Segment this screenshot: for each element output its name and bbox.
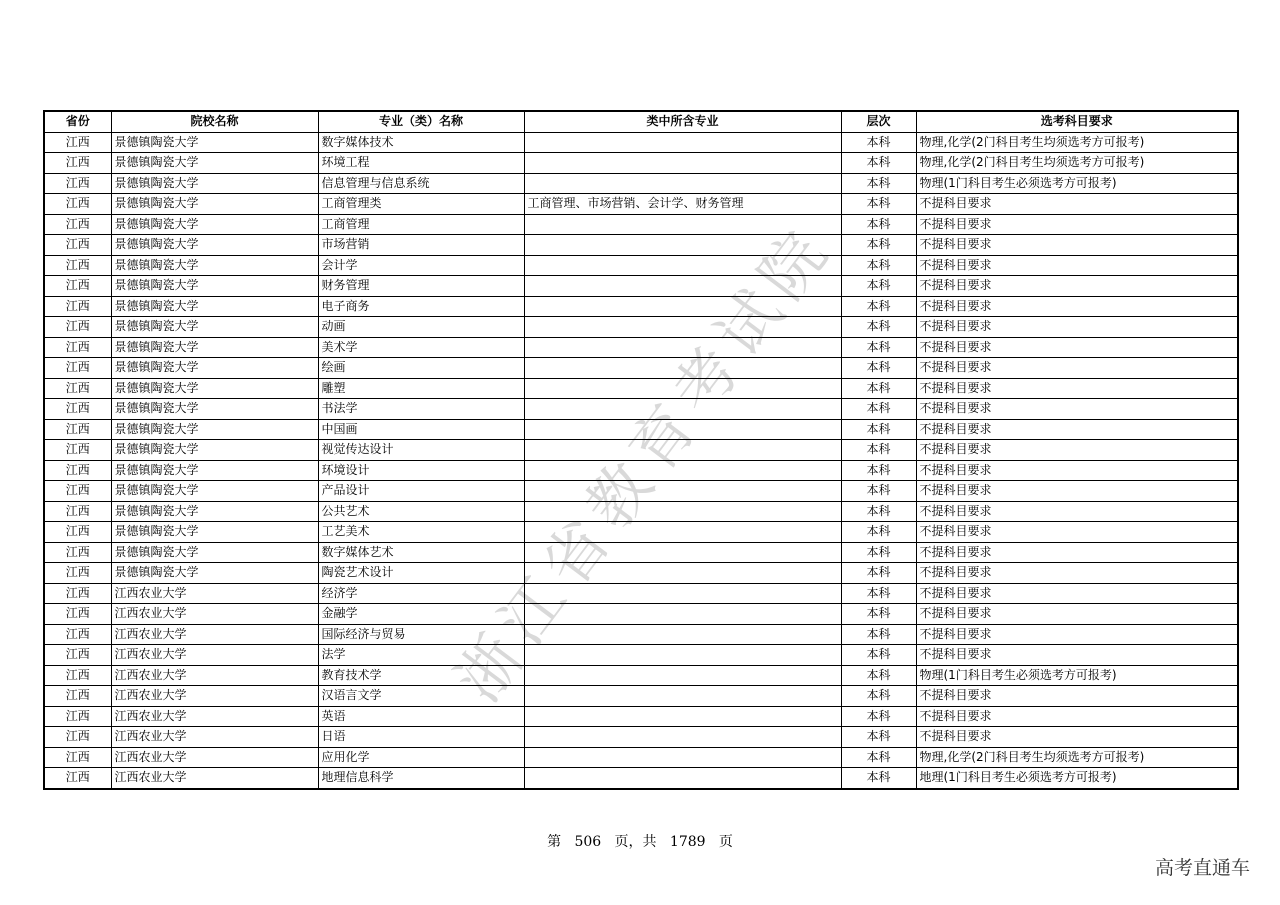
cell-subject-requirement: 不提科目要求	[916, 337, 1238, 358]
footer-middle: 页，共	[614, 834, 657, 850]
table-row	[44, 317, 1238, 338]
cell-subject-requirement: 不提科目要求	[916, 686, 1238, 707]
cell-level: 本科	[841, 276, 916, 297]
cell-province: 江西	[44, 255, 111, 276]
cell-school-name: 景德镇陶瓷大学	[111, 132, 318, 153]
cell-school-name: 景德镇陶瓷大学	[111, 563, 318, 584]
cell-level: 本科	[841, 358, 916, 379]
cell-province: 江西	[44, 132, 111, 153]
cell-province: 江西	[44, 727, 111, 748]
page-footer	[0, 831, 1280, 851]
table-row	[44, 604, 1238, 625]
table-row	[44, 460, 1238, 481]
cell-included-majors	[524, 727, 841, 748]
cell-included-majors	[524, 153, 841, 174]
cell-level: 本科	[841, 768, 916, 789]
cell-included-majors	[524, 604, 841, 625]
cell-province: 江西	[44, 583, 111, 604]
table-row	[44, 194, 1238, 215]
cell-province: 江西	[44, 378, 111, 399]
cell-major-name: 工商管理	[318, 214, 524, 235]
cell-included-majors	[524, 768, 841, 789]
table-row	[44, 235, 1238, 256]
cell-major-name: 会计学	[318, 255, 524, 276]
table-row	[44, 296, 1238, 317]
cell-subject-requirement: 不提科目要求	[916, 563, 1238, 584]
cell-school-name: 江西农业大学	[111, 727, 318, 748]
cell-province: 江西	[44, 747, 111, 768]
cell-subject-requirement: 不提科目要求	[916, 358, 1238, 379]
cell-province: 江西	[44, 153, 111, 174]
cell-subject-requirement: 不提科目要求	[916, 378, 1238, 399]
cell-province: 江西	[44, 686, 111, 707]
cell-major-name: 信息管理与信息系统	[318, 173, 524, 194]
cell-major-name: 中国画	[318, 419, 524, 440]
cell-level: 本科	[841, 153, 916, 174]
table-row	[44, 686, 1238, 707]
cell-level: 本科	[841, 522, 916, 543]
cell-major-name: 财务管理	[318, 276, 524, 297]
cell-included-majors	[524, 522, 841, 543]
brand-logo-text: 高考直通车	[1154, 857, 1250, 879]
cell-level: 本科	[841, 173, 916, 194]
cell-level: 本科	[841, 686, 916, 707]
table-row	[44, 501, 1238, 522]
table-row	[44, 542, 1238, 563]
document-sheet	[43, 110, 1237, 790]
column-header-major-name: 专业（类）名称	[318, 111, 524, 132]
cell-school-name: 景德镇陶瓷大学	[111, 194, 318, 215]
table-row	[44, 173, 1238, 194]
current-page-number: 506	[574, 834, 602, 850]
cell-included-majors	[524, 276, 841, 297]
cell-major-name: 公共艺术	[318, 501, 524, 522]
footer-suffix: 页	[718, 834, 733, 850]
cell-level: 本科	[841, 604, 916, 625]
cell-major-name: 工艺美术	[318, 522, 524, 543]
column-header-school-name: 院校名称	[111, 111, 318, 132]
cell-level: 本科	[841, 563, 916, 584]
cell-level: 本科	[841, 645, 916, 666]
cell-included-majors	[524, 460, 841, 481]
cell-subject-requirement: 地理(1门科目考生必须选考方可报考)	[916, 768, 1238, 789]
cell-included-majors	[524, 440, 841, 461]
cell-included-majors	[524, 419, 841, 440]
table-row	[44, 727, 1238, 748]
cell-major-name: 教育技术学	[318, 665, 524, 686]
cell-school-name: 江西农业大学	[111, 645, 318, 666]
cell-level: 本科	[841, 194, 916, 215]
cell-subject-requirement: 不提科目要求	[916, 706, 1238, 727]
cell-school-name: 景德镇陶瓷大学	[111, 399, 318, 420]
cell-school-name: 景德镇陶瓷大学	[111, 419, 318, 440]
table-row	[44, 276, 1238, 297]
cell-school-name: 景德镇陶瓷大学	[111, 255, 318, 276]
cell-major-name: 国际经济与贸易	[318, 624, 524, 645]
cell-school-name: 江西农业大学	[111, 747, 318, 768]
cell-included-majors	[524, 665, 841, 686]
cell-school-name: 景德镇陶瓷大学	[111, 317, 318, 338]
cell-major-name: 动画	[318, 317, 524, 338]
cell-major-name: 日语	[318, 727, 524, 748]
table-row	[44, 768, 1238, 789]
cell-subject-requirement: 不提科目要求	[916, 235, 1238, 256]
cell-included-majors	[524, 624, 841, 645]
cell-province: 江西	[44, 706, 111, 727]
cell-province: 江西	[44, 276, 111, 297]
cell-major-name: 产品设计	[318, 481, 524, 502]
cell-province: 江西	[44, 604, 111, 625]
cell-level: 本科	[841, 481, 916, 502]
cell-included-majors	[524, 296, 841, 317]
table-row	[44, 358, 1238, 379]
cell-school-name: 江西农业大学	[111, 686, 318, 707]
table-row	[44, 665, 1238, 686]
cell-subject-requirement: 不提科目要求	[916, 604, 1238, 625]
cell-level: 本科	[841, 296, 916, 317]
cell-major-name: 美术学	[318, 337, 524, 358]
cell-province: 江西	[44, 522, 111, 543]
cell-subject-requirement: 不提科目要求	[916, 583, 1238, 604]
cell-school-name: 景德镇陶瓷大学	[111, 296, 318, 317]
cell-school-name: 景德镇陶瓷大学	[111, 358, 318, 379]
cell-included-majors	[524, 542, 841, 563]
cell-included-majors	[524, 706, 841, 727]
cell-included-majors	[524, 235, 841, 256]
cell-included-majors	[524, 132, 841, 153]
cell-level: 本科	[841, 214, 916, 235]
cell-included-majors: 工商管理、市场营销、会计学、财务管理	[524, 194, 841, 215]
cell-level: 本科	[841, 583, 916, 604]
cell-school-name: 江西农业大学	[111, 706, 318, 727]
table-header	[44, 111, 1238, 132]
cell-included-majors	[524, 583, 841, 604]
cell-level: 本科	[841, 419, 916, 440]
cell-included-majors	[524, 747, 841, 768]
table-row	[44, 399, 1238, 420]
cell-school-name: 景德镇陶瓷大学	[111, 501, 318, 522]
cell-level: 本科	[841, 255, 916, 276]
cell-subject-requirement: 物理,化学(2门科目考生均须选考方可报考)	[916, 132, 1238, 153]
cell-level: 本科	[841, 235, 916, 256]
cell-province: 江西	[44, 501, 111, 522]
cell-province: 江西	[44, 665, 111, 686]
majors-table	[43, 110, 1239, 790]
table-row	[44, 255, 1238, 276]
cell-included-majors	[524, 358, 841, 379]
cell-school-name: 景德镇陶瓷大学	[111, 276, 318, 297]
cell-province: 江西	[44, 194, 111, 215]
cell-major-name: 书法学	[318, 399, 524, 420]
cell-level: 本科	[841, 727, 916, 748]
cell-subject-requirement: 不提科目要求	[916, 399, 1238, 420]
cell-included-majors	[524, 399, 841, 420]
cell-province: 江西	[44, 460, 111, 481]
cell-province: 江西	[44, 337, 111, 358]
cell-level: 本科	[841, 378, 916, 399]
cell-major-name: 经济学	[318, 583, 524, 604]
table-body	[44, 132, 1238, 789]
cell-subject-requirement: 物理(1门科目考生必须选考方可报考)	[916, 665, 1238, 686]
cell-subject-requirement: 不提科目要求	[916, 194, 1238, 215]
cell-school-name: 景德镇陶瓷大学	[111, 460, 318, 481]
table-row	[44, 214, 1238, 235]
cell-level: 本科	[841, 542, 916, 563]
cell-level: 本科	[841, 399, 916, 420]
cell-school-name: 景德镇陶瓷大学	[111, 542, 318, 563]
cell-major-name: 法学	[318, 645, 524, 666]
table-row	[44, 337, 1238, 358]
cell-school-name: 景德镇陶瓷大学	[111, 235, 318, 256]
cell-province: 江西	[44, 399, 111, 420]
cell-school-name: 江西农业大学	[111, 604, 318, 625]
table-row	[44, 419, 1238, 440]
cell-subject-requirement: 物理,化学(2门科目考生均须选考方可报考)	[916, 153, 1238, 174]
table-row	[44, 153, 1238, 174]
header-row	[44, 111, 1238, 132]
cell-level: 本科	[841, 706, 916, 727]
cell-included-majors	[524, 173, 841, 194]
column-header-included-majors: 类中所含专业	[524, 111, 841, 132]
table-row	[44, 624, 1238, 645]
cell-province: 江西	[44, 768, 111, 789]
cell-subject-requirement: 不提科目要求	[916, 317, 1238, 338]
cell-school-name: 景德镇陶瓷大学	[111, 378, 318, 399]
cell-included-majors	[524, 481, 841, 502]
cell-level: 本科	[841, 440, 916, 461]
cell-province: 江西	[44, 542, 111, 563]
cell-included-majors	[524, 501, 841, 522]
cell-school-name: 景德镇陶瓷大学	[111, 214, 318, 235]
cell-province: 江西	[44, 440, 111, 461]
table-row	[44, 132, 1238, 153]
cell-major-name: 数字媒体技术	[318, 132, 524, 153]
cell-province: 江西	[44, 645, 111, 666]
cell-major-name: 英语	[318, 706, 524, 727]
cell-level: 本科	[841, 460, 916, 481]
cell-subject-requirement: 不提科目要求	[916, 645, 1238, 666]
cell-level: 本科	[841, 132, 916, 153]
column-header-level: 层次	[841, 111, 916, 132]
cell-major-name: 视觉传达设计	[318, 440, 524, 461]
cell-province: 江西	[44, 173, 111, 194]
table-row	[44, 706, 1238, 727]
cell-included-majors	[524, 255, 841, 276]
cell-school-name: 景德镇陶瓷大学	[111, 481, 318, 502]
cell-major-name: 雕塑	[318, 378, 524, 399]
cell-level: 本科	[841, 501, 916, 522]
watermark-text: 浙江省教育考试院	[441, 211, 847, 715]
cell-province: 江西	[44, 235, 111, 256]
cell-major-name: 电子商务	[318, 296, 524, 317]
cell-province: 江西	[44, 296, 111, 317]
cell-school-name: 江西农业大学	[111, 583, 318, 604]
table-row	[44, 440, 1238, 461]
cell-major-name: 金融学	[318, 604, 524, 625]
cell-major-name: 环境设计	[318, 460, 524, 481]
table-row	[44, 481, 1238, 502]
cell-province: 江西	[44, 358, 111, 379]
cell-subject-requirement: 物理(1门科目考生必须选考方可报考)	[916, 173, 1238, 194]
table-row	[44, 645, 1238, 666]
cell-school-name: 景德镇陶瓷大学	[111, 522, 318, 543]
cell-major-name: 工商管理类	[318, 194, 524, 215]
cell-level: 本科	[841, 317, 916, 338]
cell-included-majors	[524, 378, 841, 399]
cell-major-name: 市场营销	[318, 235, 524, 256]
cell-school-name: 景德镇陶瓷大学	[111, 173, 318, 194]
cell-subject-requirement: 不提科目要求	[916, 624, 1238, 645]
cell-major-name: 应用化学	[318, 747, 524, 768]
cell-subject-requirement: 不提科目要求	[916, 276, 1238, 297]
cell-province: 江西	[44, 214, 111, 235]
cell-school-name: 江西农业大学	[111, 624, 318, 645]
cell-included-majors	[524, 214, 841, 235]
cell-major-name: 地理信息科学	[318, 768, 524, 789]
cell-school-name: 江西农业大学	[111, 665, 318, 686]
cell-school-name: 景德镇陶瓷大学	[111, 337, 318, 358]
cell-subject-requirement: 不提科目要求	[916, 255, 1238, 276]
cell-school-name: 景德镇陶瓷大学	[111, 153, 318, 174]
cell-major-name: 陶瓷艺术设计	[318, 563, 524, 584]
column-header-subject-requirement: 选考科目要求	[916, 111, 1238, 132]
cell-major-name: 汉语言文学	[318, 686, 524, 707]
cell-subject-requirement: 不提科目要求	[916, 440, 1238, 461]
table-row	[44, 378, 1238, 399]
cell-major-name: 数字媒体艺术	[318, 542, 524, 563]
cell-level: 本科	[841, 665, 916, 686]
cell-subject-requirement: 不提科目要求	[916, 542, 1238, 563]
cell-major-name: 绘画	[318, 358, 524, 379]
cell-school-name: 江西农业大学	[111, 768, 318, 789]
cell-major-name: 环境工程	[318, 153, 524, 174]
cell-subject-requirement: 物理,化学(2门科目考生均须选考方可报考)	[916, 747, 1238, 768]
cell-level: 本科	[841, 747, 916, 768]
table-row	[44, 522, 1238, 543]
cell-province: 江西	[44, 481, 111, 502]
cell-province: 江西	[44, 317, 111, 338]
cell-subject-requirement: 不提科目要求	[916, 727, 1238, 748]
cell-province: 江西	[44, 563, 111, 584]
cell-included-majors	[524, 337, 841, 358]
cell-province: 江西	[44, 419, 111, 440]
cell-included-majors	[524, 317, 841, 338]
cell-level: 本科	[841, 624, 916, 645]
cell-included-majors	[524, 686, 841, 707]
cell-subject-requirement: 不提科目要求	[916, 481, 1238, 502]
total-page-number: 1789	[669, 834, 706, 850]
cell-included-majors	[524, 563, 841, 584]
cell-subject-requirement: 不提科目要求	[916, 501, 1238, 522]
cell-subject-requirement: 不提科目要求	[916, 296, 1238, 317]
footer-prefix: 第	[547, 834, 562, 850]
column-header-province: 省份	[44, 111, 111, 132]
cell-subject-requirement: 不提科目要求	[916, 460, 1238, 481]
table-row	[44, 563, 1238, 584]
cell-subject-requirement: 不提科目要求	[916, 419, 1238, 440]
table-row	[44, 583, 1238, 604]
cell-subject-requirement: 不提科目要求	[916, 522, 1238, 543]
table-row	[44, 747, 1238, 768]
cell-province: 江西	[44, 624, 111, 645]
cell-school-name: 景德镇陶瓷大学	[111, 440, 318, 461]
cell-subject-requirement: 不提科目要求	[916, 214, 1238, 235]
cell-included-majors	[524, 645, 841, 666]
cell-level: 本科	[841, 337, 916, 358]
